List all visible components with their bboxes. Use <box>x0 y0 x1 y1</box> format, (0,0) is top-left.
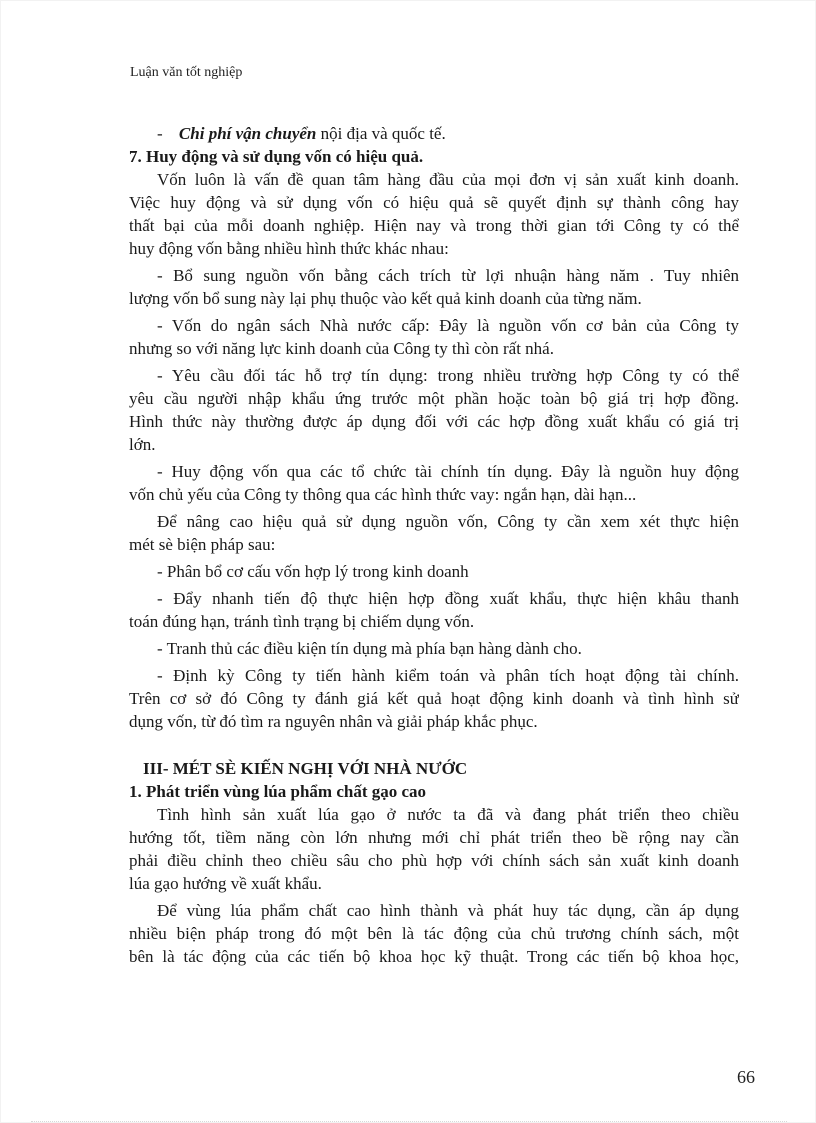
text-line: lúa gạo hướng về xuất khẩu. <box>129 874 322 893</box>
bullet-shipping-cost <box>129 122 739 145</box>
bullet-profit-retention <box>129 264 739 310</box>
text-line: - Định kỳ Công ty tiến hành kiểm toán và phân tích hoạt động tài chính. <box>157 666 739 685</box>
text-line: bên là tác động của các tiến bộ khoa học kỹ thuật. Trong các tiến bộ khoa học, <box>129 947 739 966</box>
text-line: yêu cầu người nhập khẩu ứng trước một phần hoặc toàn bộ giá trị hợp đồng. <box>129 389 739 408</box>
text-line: Trên cơ sở đó Công ty đánh giá kết quả hoạt động kinh doanh và tình hình sử <box>129 689 739 708</box>
bullet-capital-allocation: - Phân bổ cơ cấu vốn hợp lý trong kinh doanh <box>157 562 469 581</box>
bullet-financial-institutions <box>129 460 739 506</box>
heading-1: 1. Phát triển vùng lúa phẩm chất gạo cao <box>129 782 427 801</box>
paragraph-measures-intro <box>129 510 739 556</box>
text-line: hướng tốt, tiềm năng còn lớn nhưng mới chỉ phát triển theo bề rộng nay cần <box>129 828 739 847</box>
text-line: huy động vốn bằng nhiều hình thức khác nhau: <box>129 239 449 258</box>
text-line: mét sè biện pháp sau: <box>129 535 276 554</box>
bottom-divider <box>31 1121 787 1122</box>
text-line: Việc huy động và sử dụng vốn có hiệu quả sẽ quyết định sự thành công hay <box>129 193 739 212</box>
shipping-cost-term: Chi phí vận chuyển <box>178 124 317 143</box>
bullet-credit-terms: - Tranh thủ các điều kiện tín dụng mà phía bạn hàng dành cho. <box>157 639 582 658</box>
text-line: - Vốn do ngân sách Nhà nước cấp: Đây là nguồn vốn cơ bản của Công ty <box>157 316 739 335</box>
text-line: Vốn luôn là vấn đề quan tâm hàng đầu của mọi đơn vị sản xuất kinh doanh. <box>157 170 739 189</box>
text-line: - Yêu cầu đối tác hỗ trợ tín dụng: trong nhiều trường hợp Công ty có thể <box>157 366 739 385</box>
text-line: lượng vốn bổ sung này lại phụ thuộc vào kết quả kinh doanh của từng năm. <box>129 289 642 308</box>
bullet-state-budget <box>129 314 739 360</box>
text-line: lớn. <box>129 435 156 454</box>
paragraph-quality-rice-zone <box>129 899 739 968</box>
bullet-contract-progress <box>129 587 739 633</box>
bullet-dash: - <box>157 124 163 143</box>
text-line: nhiều biện pháp trong đó một bên là tác động của chủ trương chính sách, một <box>129 924 739 943</box>
text-line: Hình thức này thường được áp dụng đối với các hợp đồng xuất khẩu có giá trị <box>129 412 739 431</box>
heading-7: 7. Huy động và sử dụng vốn có hiệu quả. <box>129 147 424 166</box>
text-line: nhưng so với năng lực kinh doanh của Công ty thì còn rất nhá. <box>129 339 554 358</box>
text-line: Để vùng lúa phẩm chất cao hình thành và phát huy tác dụng, cần áp dụng <box>157 901 739 920</box>
paragraph-rice-production <box>129 803 739 895</box>
shipping-cost-rest: nội địa và quốc tế. <box>316 124 446 143</box>
text-line: Để nâng cao hiệu quả sử dụng nguồn vốn, Công ty cần xem xét thực hiện <box>157 512 739 531</box>
text-line: - Bổ sung nguồn vốn bằng cách trích từ lợi nhuận hàng năm . Tuy nhiên <box>157 266 739 285</box>
page-number: 66 <box>737 1067 755 1087</box>
bullet-periodic-audit <box>129 664 739 733</box>
text-line: - Đẩy nhanh tiến độ thực hiện hợp đồng xuất khẩu, thực hiện khâu thanh <box>157 589 739 608</box>
text-line: vốn chủ yếu của Công ty thông qua các hình thức vay: ngắn hạn, dài hạn... <box>129 485 637 504</box>
text-line: - Huy động vốn qua các tổ chức tài chính tín dụng. Đây là nguồn huy động <box>157 462 739 481</box>
text-line: Tình hình sản xuất lúa gạo ở nước ta đã và đang phát triển theo chiều <box>157 805 739 824</box>
text-line: thất bại của mỗi doanh nghiệp. Hiện nay và trong thời gian tới Công ty có thể <box>129 216 739 235</box>
text-line: dụng vốn, từ đó tìm ra nguyên nhân và giải pháp khắc phục. <box>129 712 538 731</box>
section-iii-heading: III- MÉT SÈ KIẾN NGHỊ VỚI NHÀ NƯỚC <box>143 759 468 778</box>
text-line: toán đúng hạn, tránh tình trạng bị chiếm dụng vốn. <box>129 612 475 631</box>
running-header: Luận văn tốt nghiệp <box>130 65 243 80</box>
paragraph-capital-intro <box>129 168 739 260</box>
bullet-partner-credit <box>129 364 739 456</box>
text-line: phải điều chỉnh theo chiều sâu cho phù hợp với chính sách sản xuất kinh doanh <box>129 851 739 870</box>
page-body <box>129 122 739 968</box>
